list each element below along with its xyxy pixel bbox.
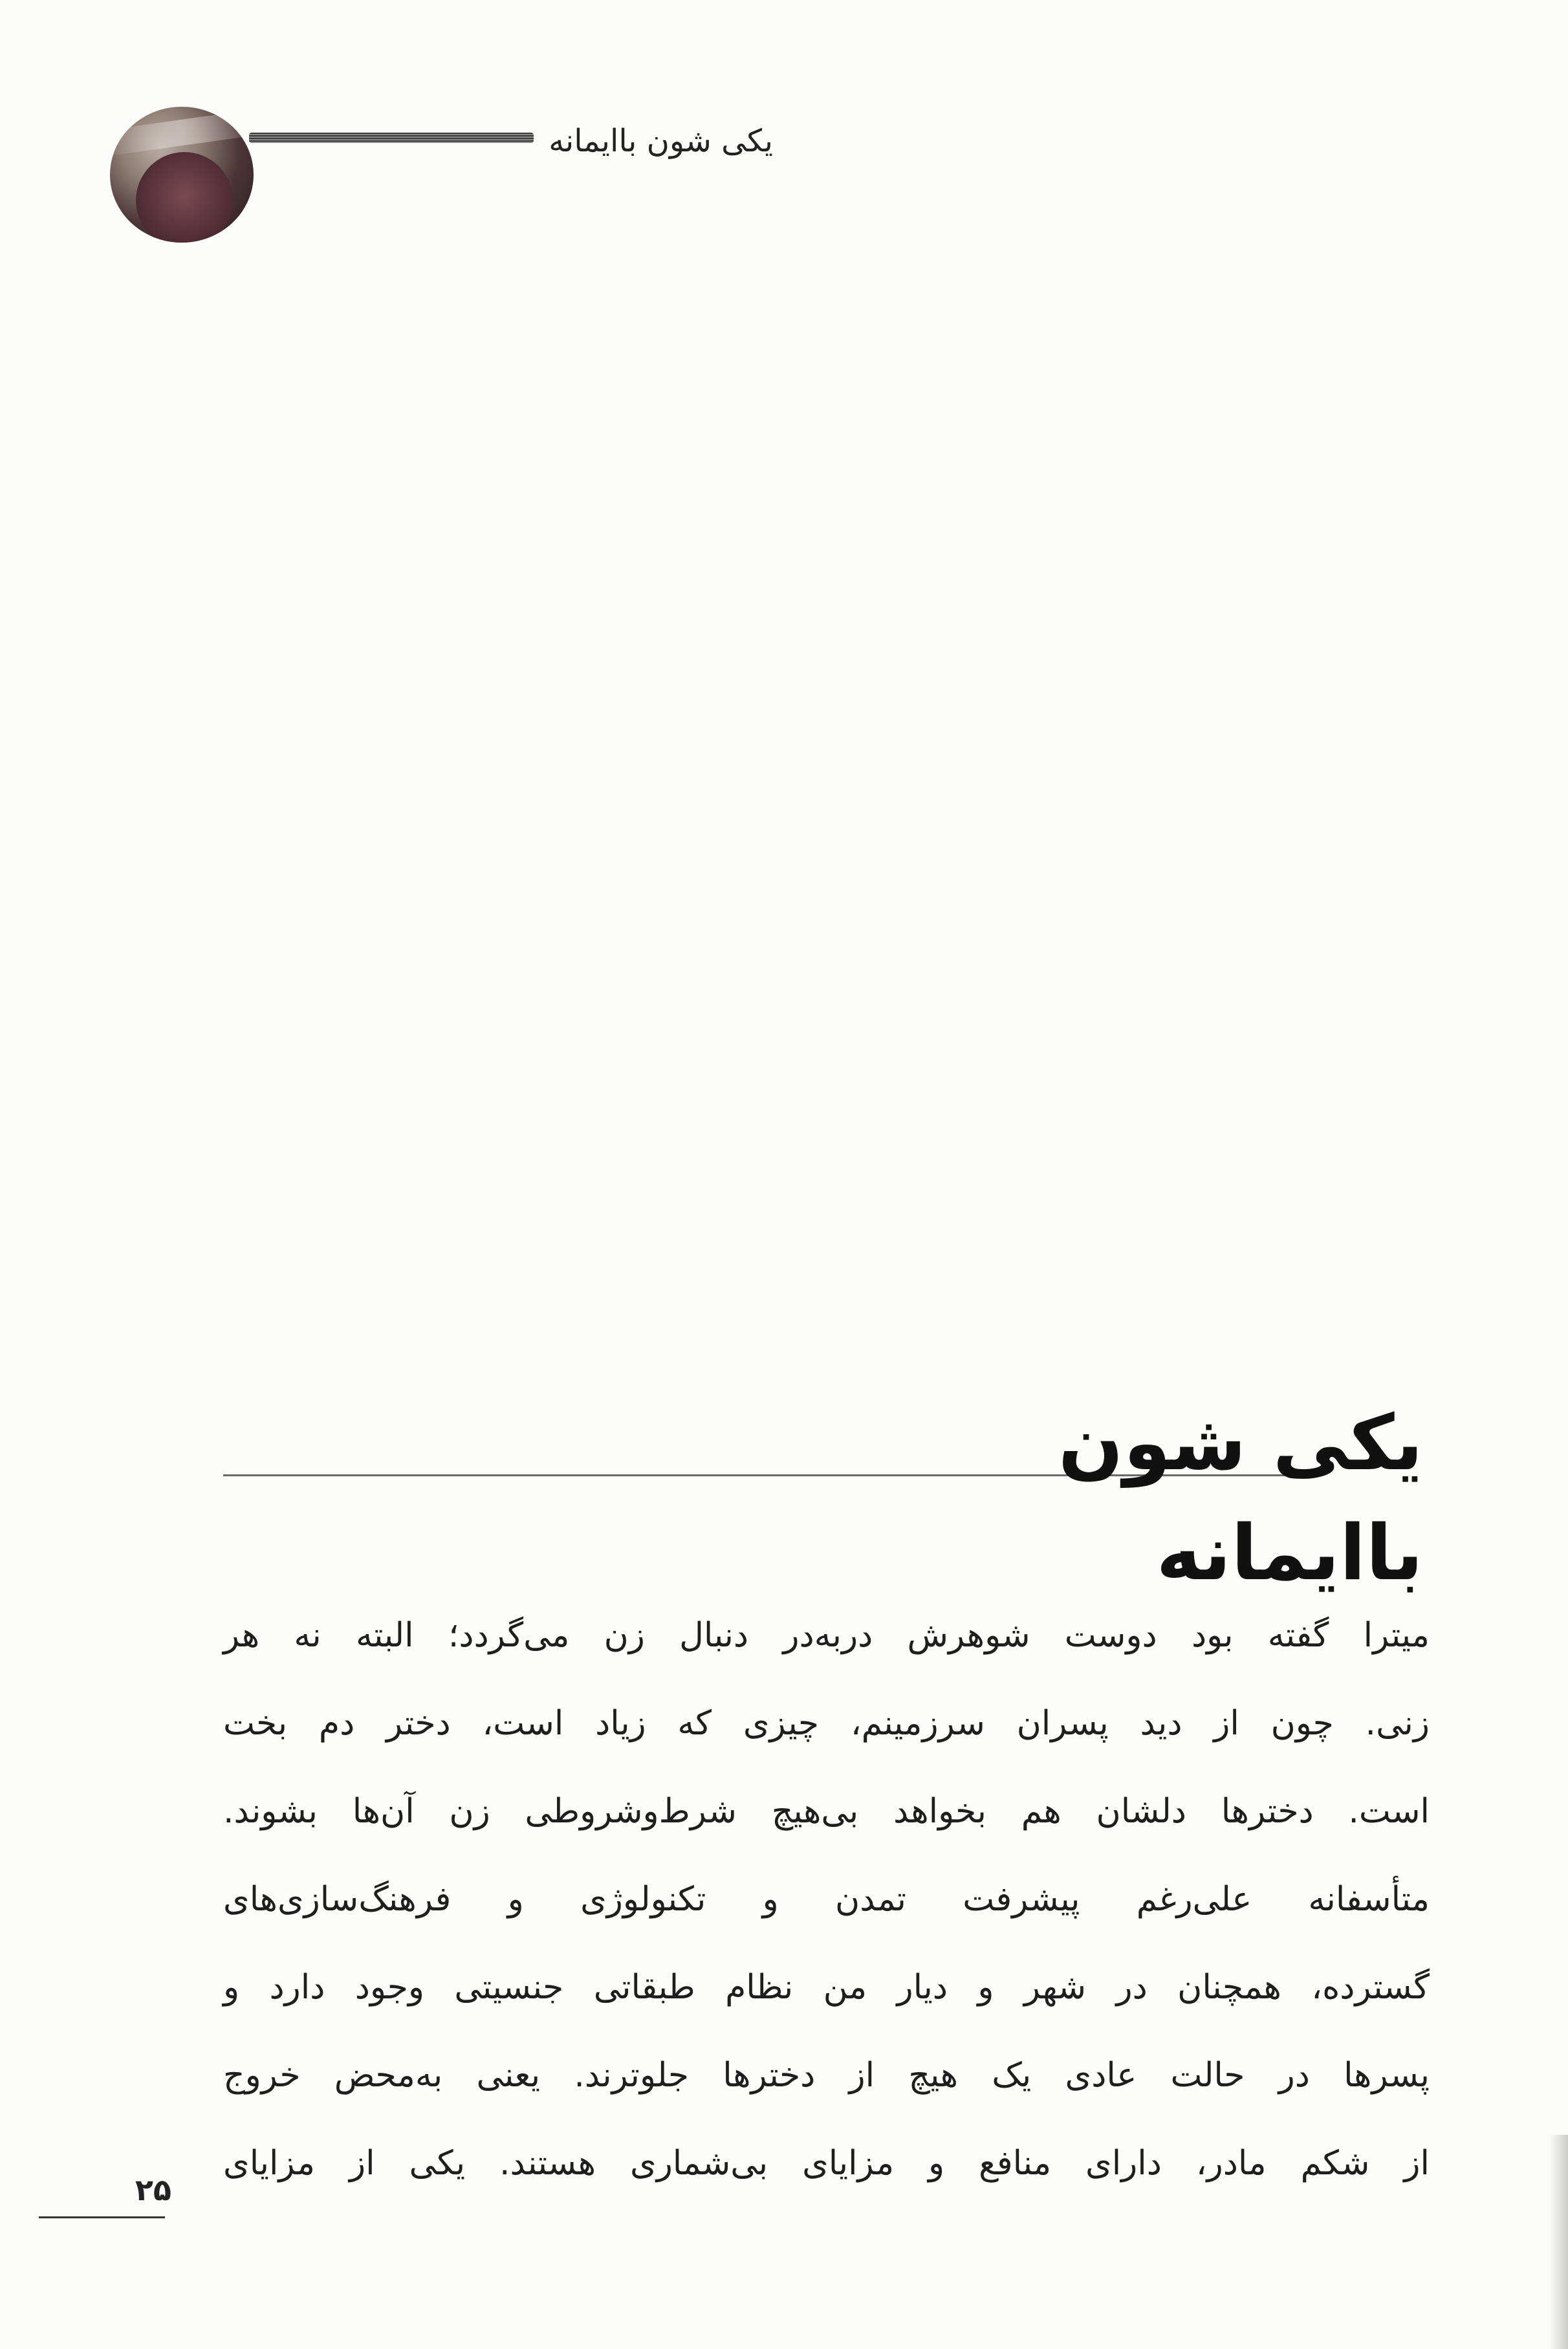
body-paragraph xyxy=(223,1591,1430,2207)
chapter-title: یکی شون باایمانه xyxy=(1058,1398,1423,1597)
body-line: از شکم مادر، دارای منافع و مزایای بی‌شماری هستند. یکی از مزایای xyxy=(223,2144,1430,2183)
body-line: پسرها در حالت عادی یک هیچ از دخترها جلوترند. یعنی به‌محض خروج xyxy=(223,2056,1430,2095)
emblem-center xyxy=(136,152,233,243)
page-number: ۲۵ xyxy=(135,2172,171,2207)
header-decorative-rule xyxy=(249,133,534,143)
body-line: متأسفانه علی‌رغم پیشرفت تمدن و تکنولوژی و فرهنگ‌سازی‌های xyxy=(223,1880,1430,1919)
body-line: زنی. چون از دید پسران سرزمینم، چیزی که زیاد است، دختر دم بخت xyxy=(223,1704,1430,1743)
body-line: است. دخترها دلشان هم بخواهد بی‌هیچ شرط‌وشروطی زن آن‌ها بشوند. xyxy=(223,1792,1430,1831)
header-emblem-image xyxy=(110,107,254,243)
page-edge-shadow xyxy=(1549,2135,1568,2349)
body-line: گسترده، همچنان در شهر و دیار من نظام طبقاتی جنسیتی وجود دارد و xyxy=(223,1968,1430,2007)
body-line: میترا گفته بود دوست شوهرش دربه‌در دنبال زن می‌گردد؛ البته نه هر xyxy=(223,1616,1430,1655)
running-header-title: یکی شون باایمانه xyxy=(549,123,773,159)
page-number-rule xyxy=(39,2216,165,2218)
emblem-highlight xyxy=(110,110,254,156)
